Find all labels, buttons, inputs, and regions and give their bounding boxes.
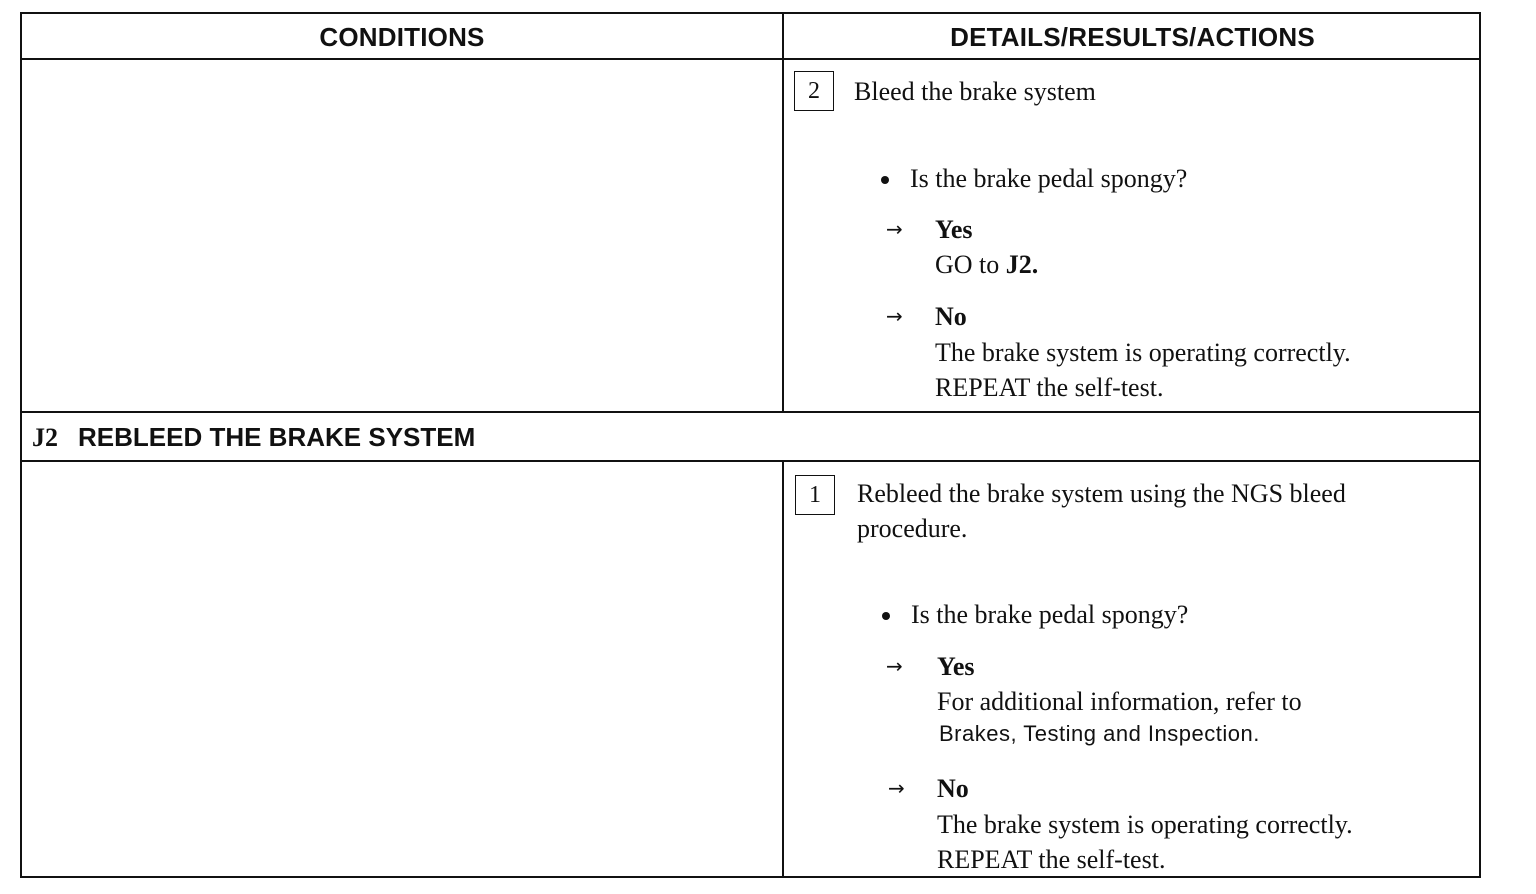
conditions-column-header: CONDITIONS bbox=[319, 22, 485, 52]
arrow-right-icon: → bbox=[886, 304, 903, 328]
no-action: REPEAT the self-test. bbox=[935, 373, 1164, 402]
bullet-icon bbox=[881, 176, 889, 184]
conditions-cell-2 bbox=[22, 462, 782, 878]
diagnostic-table bbox=[20, 12, 1481, 878]
yes-label: Yes bbox=[935, 215, 973, 244]
step-instruction-line2: procedure. bbox=[857, 514, 968, 543]
no-action: REPEAT the self-test. bbox=[937, 845, 1166, 874]
step-number-box: 2 bbox=[794, 71, 834, 111]
column-divider-upper bbox=[782, 14, 784, 411]
details-column-header: DETAILS/RESULTS/ACTIONS bbox=[950, 22, 1315, 52]
section-code: J2 bbox=[32, 423, 58, 452]
arrow-right-icon: → bbox=[886, 654, 903, 678]
arrow-right-icon: → bbox=[886, 217, 903, 241]
no-result: The brake system is operating correctly. bbox=[935, 338, 1351, 367]
no-result: The brake system is operating correctly. bbox=[937, 810, 1353, 839]
section-divider-top bbox=[22, 411, 1479, 413]
question-text: Is the brake pedal spongy? bbox=[911, 600, 1189, 629]
section-title: REBLEED THE BRAKE SYSTEM bbox=[78, 422, 476, 452]
yes-reference: For additional information, refer to bbox=[937, 687, 1302, 716]
conditions-cell-1 bbox=[22, 60, 782, 411]
section-heading bbox=[32, 416, 475, 456]
step-number-box: 1 bbox=[795, 475, 835, 515]
no-label: No bbox=[937, 774, 969, 803]
yes-action: GO to J2. bbox=[935, 250, 1039, 279]
step-instruction-line1: Rebleed the brake system using the NGS bleed bbox=[857, 479, 1346, 508]
question-text: Is the brake pedal spongy? bbox=[910, 164, 1188, 193]
step-instruction: Bleed the brake system bbox=[854, 77, 1096, 106]
yes-reference-link: Brakes, Testing and Inspection. bbox=[939, 721, 1260, 746]
column-divider-lower bbox=[782, 460, 784, 878]
goto-target: J2. bbox=[1005, 250, 1039, 279]
yes-label: Yes bbox=[937, 652, 975, 681]
no-label: No bbox=[935, 302, 967, 331]
bullet-icon bbox=[882, 612, 890, 620]
arrow-right-icon: → bbox=[888, 776, 905, 800]
